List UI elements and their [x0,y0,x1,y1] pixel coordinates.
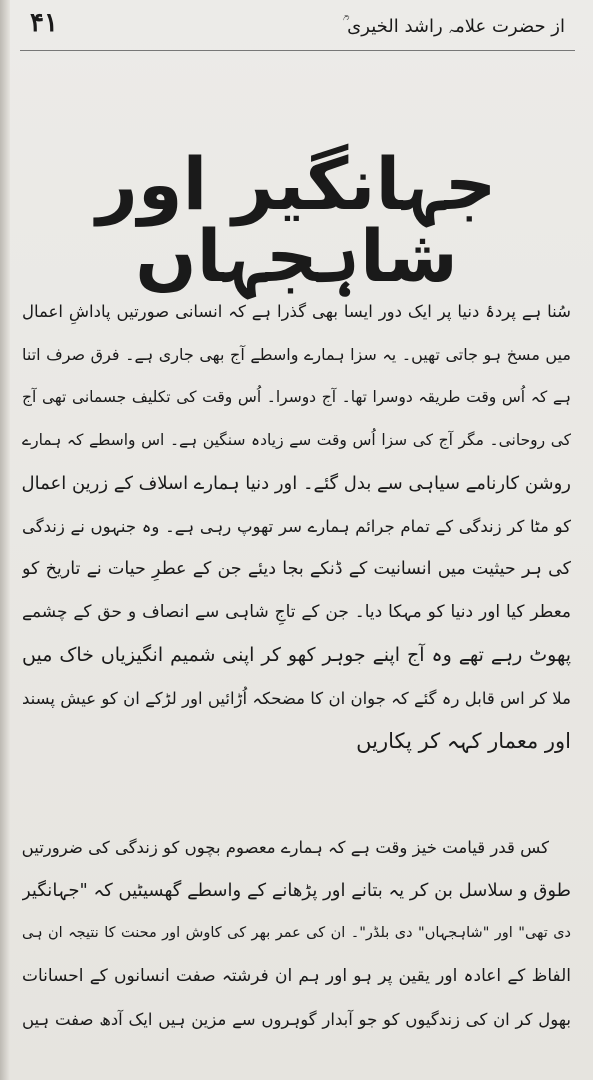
text-line: کس قدر قیامت خیز وقت ہے کہ ہمارے معصوم بچوں کو زندگی کی ضرورتیں [22,838,549,857]
text-line: طوق و سلاسل بن کر یہ بتانے اور پڑھانے کے واسطے گھسیٹیں کہ "جہانگیر [22,880,571,901]
text-line: کی ہر حیثیت میں انسانیت کے ڈنکے بجا دیئے جن کے عطرِ حیات نے تاریخ کو [22,559,571,579]
paragraph-1 [22,290,571,763]
text-line: دی تھی" اور "شاہجہاں" دی بلڈر"۔ ان کی عمر بھر کی کاوش اور محنت کا نتیجہ ان ہی [22,925,571,941]
page-number: ۴۱ [30,8,58,38]
text-line: ملا کر اس قابل رہ گئے کہ جوان ان کا مضحکہ اُڑائیں اور لڑکے ان کو عیش پسند [22,689,571,708]
text-line: روشن کارنامے سیاہی سے بدل گئے۔ اور دنیا ہمارے اسلاف کے زرین اعمال [22,473,571,494]
text-line: کی روحانی۔ مگر آج کی سزا اُس وقت سے زیادہ سنگین ہے۔ اس واسطے کہ ہمارے [22,431,571,449]
article-title: جہانگیر اور شاہجہاں [96,142,497,298]
text-line: ہے کہ اُس وقت طریقہ دوسرا تھا۔ آج دوسرا۔ اُس وقت کی تکلیف جسمانی تھی آج [22,388,571,406]
text-line: میں مسخ ہو جاتی تھیں۔ یہ سزا ہمارے واسطے آج بھی جاری ہے۔ فرق صرف اتنا [22,345,571,364]
header-rule [20,50,575,51]
paragraph-2 [22,826,571,1041]
text-line: سُنا ہے پردۂ دنیا پر ایک دور ایسا بھی گذرا ہے کہ انسانی صورتیں پاداشِ اعمال [22,302,571,321]
text-line: الفاظ کے اعادہ اور یقین پر ہو اور ہم ان فرشتہ صفت انسانوں کے احسانات [22,966,571,986]
running-head: از حضرت علامہ راشد الخیری ؒ [342,16,565,37]
text-line: پھوٹ رہے تھے وہ آج اپنے جوہر کھو کر اپنی شمیم انگیزیاں خاک میں [22,644,571,666]
text-line: بھول کر ان کی زندگیوں کو جو آبدار گوہروں سے مزین ہیں ایک آدھ صفت ہیں [22,1010,571,1029]
text-line: اور معمار کہہ کر پکاریں [356,729,571,753]
text-line: معطر کیا اور دنیا کو مہکا دیا۔ جن کے تاجِ شاہی سے انصاف و حق کے چشمے [22,602,571,622]
text-line: کو مٹا کر زندگی کے تمام جرائم ہمارے سر تھوپ رہی ہے۔ وہ جنہوں نے زندگی [22,517,571,536]
